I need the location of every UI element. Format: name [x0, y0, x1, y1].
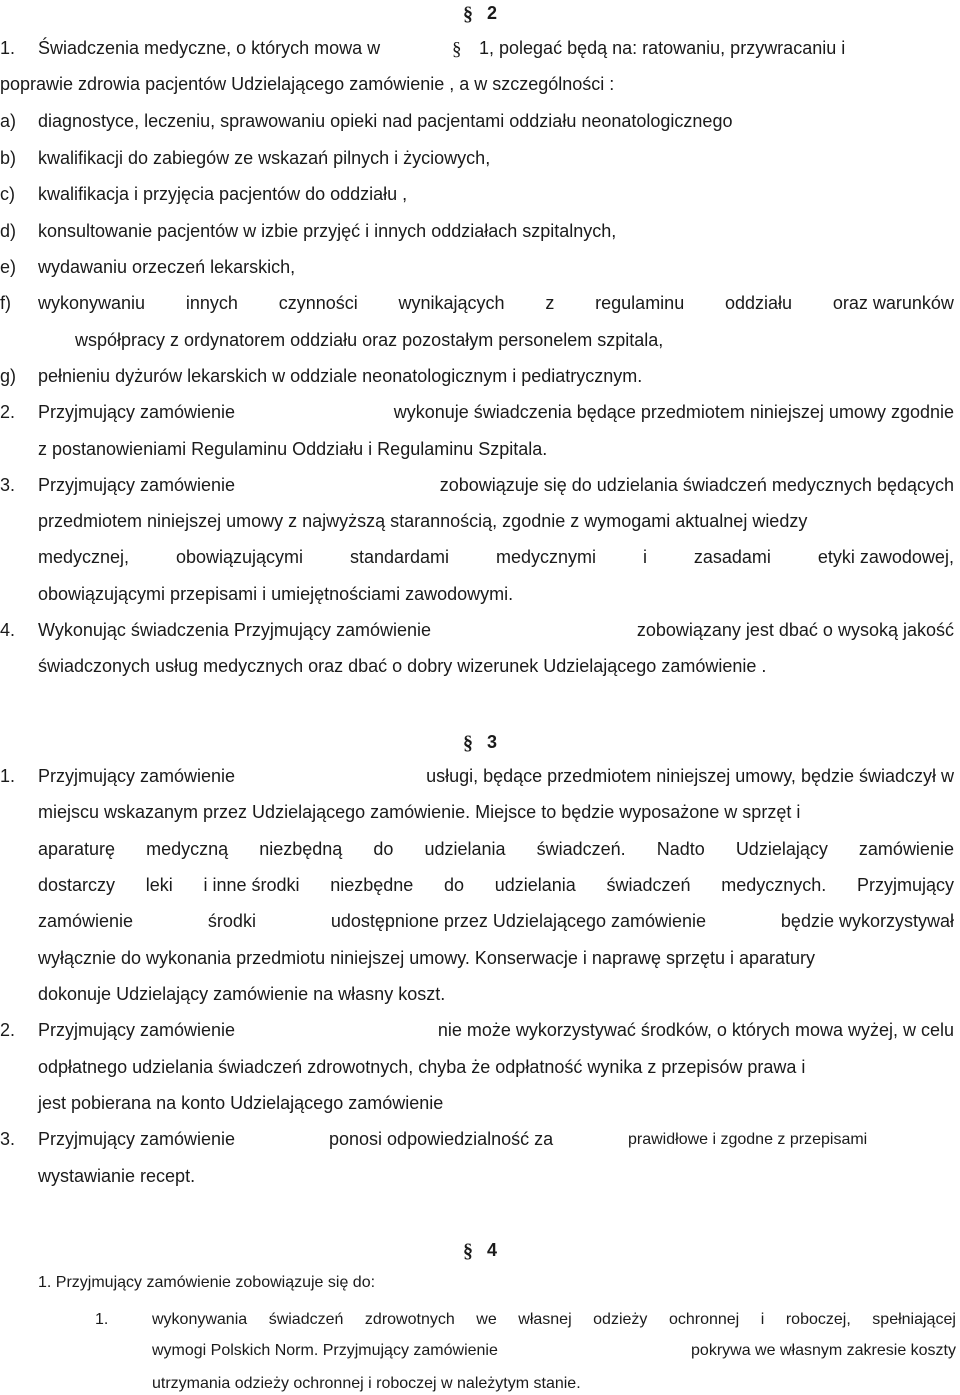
- word: oddziału: [725, 293, 793, 313]
- s2-p3-text-l2: przedmiotem niniejszej umowy z najwyższą starannością, zgodnie z wymogami aktualnej wiedzy: [38, 511, 808, 531]
- section-sign-icon: [452, 39, 464, 59]
- word: oraz warunków: [832, 293, 954, 313]
- s2-p1-text-b: 1, polegać będą na: ratowaniu, przywracaniu i: [479, 38, 846, 58]
- s3-p2-text: [38, 1019, 954, 1041]
- svg-text:§: §: [463, 1241, 473, 1261]
- word: obowiązującymi: [175, 547, 304, 567]
- list-item-text: [38, 292, 954, 314]
- s3-p3-text-l2: wystawianie recept.: [38, 1166, 196, 1186]
- list-item-label: f): [0, 293, 11, 313]
- word: do: [373, 839, 394, 859]
- section-4-number: 4: [487, 1240, 498, 1260]
- s3-p1-text-l4: [38, 874, 954, 896]
- word: innych: [185, 293, 238, 313]
- s4-item1-text-l2: [152, 1340, 956, 1362]
- word: medycznymi: [495, 547, 597, 567]
- section-3-number: 3: [487, 732, 498, 752]
- word: Przyjmujący zamówienie: [38, 766, 236, 786]
- word: do: [443, 875, 465, 895]
- s3-p1-text-l2: miejscu wskazanym przez Udzielającego zamówienie. Miejsce to będzie wyposażone w sprzęt i: [38, 802, 801, 822]
- s3-p3-text-b: ponosi odpowiedzialność za: [329, 1129, 554, 1149]
- word: środki: [207, 911, 256, 931]
- word: udzielania: [424, 839, 506, 859]
- word: Przyjmujący: [856, 875, 954, 895]
- list-item-text: współpracy z ordynatorem oddziału oraz pozostałym personelem szpitala,: [75, 330, 664, 350]
- s4-item1-text: [152, 1309, 956, 1331]
- s2-p2-text: [38, 401, 954, 423]
- s2-p1-text-l2: poprawie zdrowia pacjentów Udzielającego zamówienie , a w szczególności :: [0, 74, 615, 94]
- word: medycznej,: [38, 547, 130, 567]
- word: pokrywa we własnym zakresie koszty: [691, 1342, 956, 1359]
- word: dostarczy: [38, 875, 116, 895]
- s2-p1-text-a: Świadczenia medyczne, o których mowa w: [38, 38, 381, 58]
- section-sign-icon: [463, 733, 475, 753]
- word: będzie wykorzystywał: [780, 911, 954, 931]
- word: medycznych.: [721, 875, 827, 895]
- list-item-label: 1.: [95, 1311, 109, 1328]
- s3-p3-text-c: prawidłowe i zgodne z przepisami: [628, 1131, 868, 1148]
- word: etyki zawodowej,: [817, 547, 954, 567]
- list-item-label: g): [0, 366, 17, 386]
- s3-p3-text-a: Przyjmujący zamówienie: [38, 1129, 236, 1149]
- word: czynności: [278, 293, 358, 313]
- s3-p1-text-l7: dokonuje Udzielający zamówienie na własny koszt.: [38, 984, 446, 1004]
- word: we: [476, 1311, 497, 1328]
- word: i inne środki: [203, 875, 300, 895]
- list-item-label: a): [0, 111, 17, 131]
- s2-p4-text-l2: świadczonych usług medycznych oraz dbać o dobry wizerunek Udzielającego zamówienie .: [38, 656, 767, 676]
- s3-p2-number: 2.: [0, 1020, 16, 1040]
- word: wykonywania: [152, 1311, 248, 1328]
- word: własnej: [518, 1311, 572, 1328]
- list-item-text: kwalifikacji do zabiegów ze wskazań pilnych i życiowych,: [38, 148, 491, 168]
- word: roboczej,: [785, 1311, 851, 1328]
- s3-p1-text-l5: [38, 910, 954, 932]
- s3-p1-text-l6: wyłącznie do wykonania przedmiotu niniejszej umowy. Konserwacje i naprawę sprzętu i aparatury: [38, 948, 816, 968]
- list-item-label: e): [0, 257, 17, 277]
- s2-p3-text-l4: obowiązującymi przepisami i umiejętnościami zawodowymi.: [38, 584, 514, 604]
- word: ochronnej: [668, 1311, 740, 1328]
- list-item-text: wydawaniu orzeczeń lekarskich,: [38, 257, 296, 277]
- word: Przyjmujący zamówienie: [38, 1020, 236, 1040]
- s2-p1-number: 1.: [0, 38, 16, 58]
- section-2-number: 2: [487, 3, 498, 23]
- word: zamówienie: [38, 911, 134, 931]
- section-sign-icon: [463, 1241, 475, 1261]
- word: zamówienie: [858, 839, 954, 859]
- s2-p2-number: 2.: [0, 402, 16, 422]
- word: wymogi Polskich Norm. Przyjmujący zamówienie: [152, 1342, 498, 1359]
- word: usługi, będące przedmiotem niniejszej umowy, będzie świadczył w: [426, 766, 954, 786]
- s2-p3-text-l3: [38, 546, 954, 568]
- word: niezbędne: [330, 875, 414, 895]
- s3-p3-number: 3.: [0, 1129, 16, 1149]
- word: świadczeń: [606, 875, 691, 895]
- list-item-text: kwalifikacja i przyjęcia pacjentów do oddziału ,: [38, 184, 408, 204]
- word: wykonuje świadczenia będące przedmiotem niniejszej umowy zgodnie: [393, 402, 954, 422]
- s3-p1-number: 1.: [0, 766, 16, 786]
- s3-p1-text-l3: [38, 838, 954, 860]
- word: Wykonując świadczenia Przyjmujący zamówienie: [38, 620, 431, 640]
- word: leki: [145, 875, 173, 895]
- word: i: [642, 547, 647, 567]
- word: medyczną: [146, 839, 229, 859]
- s3-p1-text: [38, 765, 954, 787]
- s3-p2-text-l3: jest pobierana na konto Udzielającego zamówienie: [38, 1093, 444, 1113]
- s3-p2-text-l2: odpłatnego udzielania świadczeń zdrowotnych, chyba że odpłatność wynika z przepisów prawa i: [38, 1057, 806, 1077]
- list-item-label: c): [0, 184, 15, 204]
- word: zobowiązany jest dbać o wysoką jakość: [636, 620, 954, 640]
- section-3-heading: [463, 731, 497, 753]
- list-item-text: konsultowanie pacjentów w izbie przyjęć i innych oddziałach szpitalnych,: [38, 221, 617, 241]
- s2-p1-line2: [0, 73, 960, 95]
- word: Nadto: [656, 839, 705, 859]
- list-item-text: diagnostyce, leczeniu, sprawowaniu opieki nad pacjentami oddziału neonatologicznego: [38, 111, 733, 131]
- word: i: [760, 1311, 765, 1328]
- list-item-label: d): [0, 221, 17, 241]
- s4-item1-text-l3: utrzymania odzieży ochronnej i roboczej w należytym stanie.: [152, 1375, 581, 1392]
- word: standardami: [349, 547, 450, 567]
- s4-intro-text: 1. Przyjmujący zamówienie zobowiązuje się do:: [38, 1274, 376, 1291]
- word: wykonywaniu: [38, 293, 146, 313]
- word: świadczeń.: [536, 839, 626, 859]
- word: Udzielający: [735, 839, 828, 859]
- s2-p2-text-l2: z postanowieniami Regulaminu Oddziału i Regulaminu Szpitala.: [38, 439, 548, 459]
- s2-p3-number: 3.: [0, 475, 16, 495]
- word: zdrowotnych: [364, 1311, 455, 1328]
- word: zasadami: [693, 547, 771, 567]
- word: udostępnione przez Udzielającego zamówienie: [330, 911, 707, 931]
- word: aparaturę: [38, 839, 116, 859]
- word: Przyjmujący zamówienie: [38, 402, 236, 422]
- word: udzielania: [494, 875, 576, 895]
- word: Przyjmujący zamówienie: [38, 475, 236, 495]
- svg-text:§: §: [463, 4, 473, 24]
- word: spełniającej: [872, 1311, 956, 1328]
- word: świadczeń: [268, 1311, 344, 1328]
- s2-p4-number: 4.: [0, 620, 16, 640]
- section-sign-icon: [463, 4, 475, 24]
- word: niezbędną: [259, 839, 343, 859]
- word: zobowiązuje się do udzielania świadczeń medycznych będących: [439, 475, 954, 495]
- word: regulaminu: [595, 293, 685, 313]
- list-item-label: b): [0, 148, 17, 168]
- word: z: [545, 293, 555, 313]
- svg-text:§: §: [463, 733, 473, 753]
- section-4-heading: [463, 1239, 497, 1261]
- s2-p4-text: [38, 619, 954, 641]
- list-item-text: pełnieniu dyżurów lekarskich w oddziale neonatologicznym i pediatrycznym.: [38, 366, 643, 386]
- word: nie może wykorzystywać środków, o których mowa wyżej, w celu: [437, 1020, 954, 1040]
- word: odzieży: [593, 1311, 648, 1328]
- word: wynikających: [398, 293, 505, 313]
- section-2-heading: [463, 2, 497, 24]
- svg-text:§: §: [452, 39, 462, 59]
- s2-p3-text: [38, 474, 954, 496]
